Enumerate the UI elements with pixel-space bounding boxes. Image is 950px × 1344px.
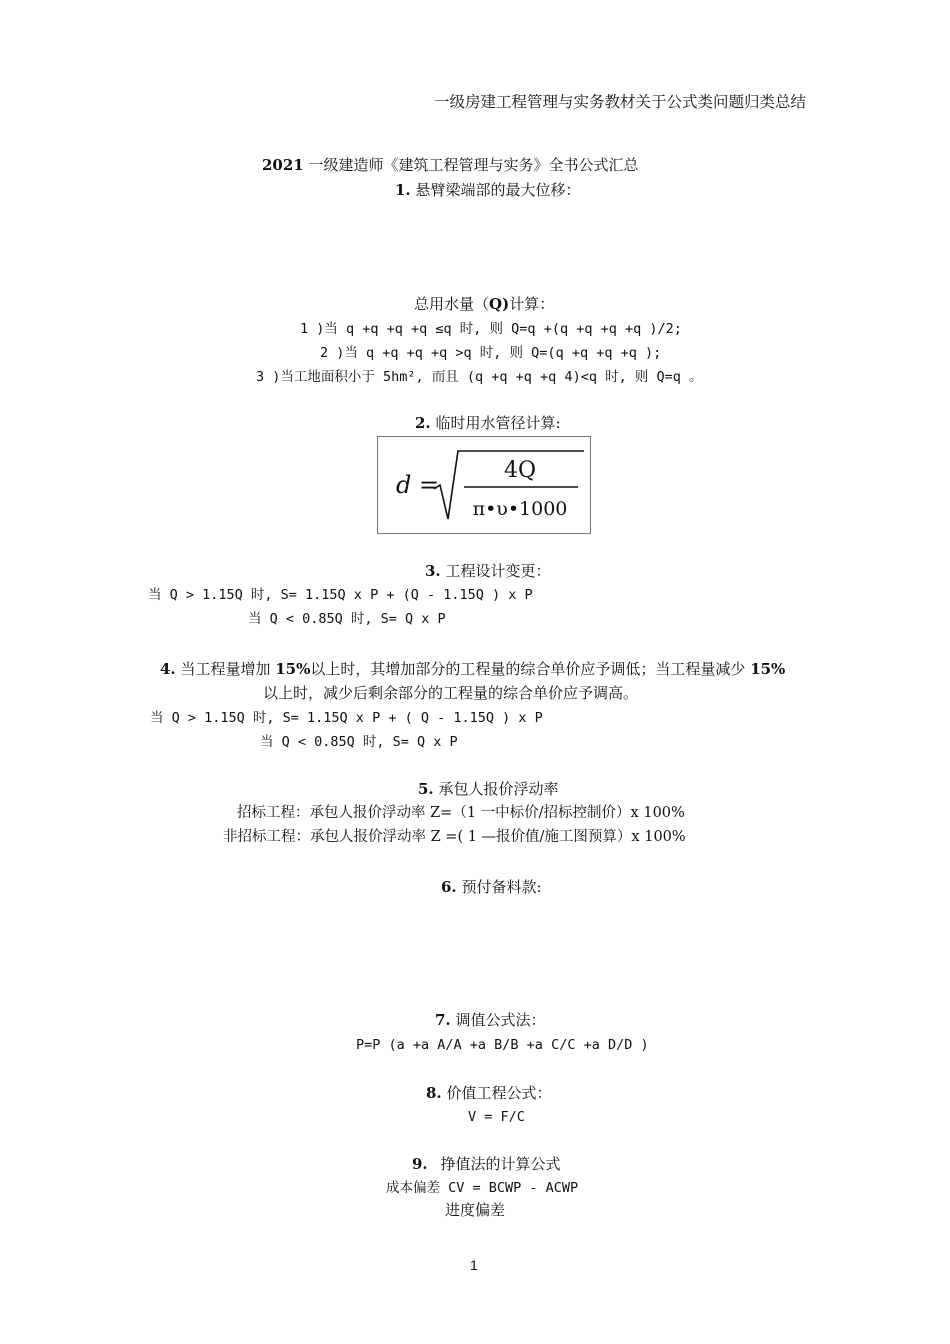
section-8-title: 价值工程公式： [446,1084,552,1102]
bid-float-rule-2: 非招标工程：承包人报价浮动率 Z =( 1 —报价值/施工图预算）x 100% [223,829,686,845]
section-3-title: 工程设计变更： [445,562,551,580]
formula-lhs: d = [396,471,440,499]
section-4-percent-1: 15% [275,660,311,678]
section-3-number: 3. [425,562,441,580]
cost-variance-formula: 成本偏差 CV = BCWP - ACWP [386,1180,579,1196]
section-5-number: 5. [418,780,434,798]
section-6-heading [441,878,542,896]
section-1-heading [395,181,580,199]
formula-denominator: π•υ•1000 [472,498,568,520]
section-4-text-2: 以上时，其增加部分的工程量的综合单价应予调低；当工程量减少 [310,660,746,678]
section-2-number: 2. [415,414,431,432]
section-2-heading [415,414,561,432]
water-heading-a: 总用水量（ [414,295,490,313]
section-7-heading [435,1011,545,1029]
section-4-number: 4. [160,660,176,678]
formula-graphic [378,437,590,533]
document-title [262,156,639,174]
section-6-title: 预付备料款: [461,878,542,896]
formula-numerator: 4Q [503,458,537,483]
section-4-paragraph-line-1 [160,660,785,678]
section-1-title: 悬臂梁端部的最大位移： [415,181,581,199]
change-rule-2: 当 Q < 0.85Q 时, S= Q x P [248,611,446,627]
title-text: 一级建造师《建筑工程管理与实务》全书公式汇总 [308,156,639,174]
section-7-number: 7. [435,1011,451,1029]
water-rule-2: 2 )当 q +q +q +q >q 时, 则 Q=(q +q +q +q ); [320,345,662,361]
section-9-heading [412,1155,560,1173]
section-9-title: 挣值法的计算公式 [440,1155,561,1173]
section-4-percent-2: 15% [750,660,786,678]
value-engineering-formula: V = F/C [468,1109,525,1125]
section-3-heading [425,562,550,580]
running-header: 一级房建工程管理与实务教材关于公式类问题归类总结 [434,93,807,111]
section-6-number: 6. [441,878,457,896]
bid-float-rule-1: 招标工程：承包人报价浮动率 Z=（1 一中标价/招标控制价）x 100% [237,805,685,821]
section-4-text-1: 当工程量增加 [180,660,271,678]
section-8-heading [426,1084,551,1102]
change-rule-1: 当 Q > 1.15Q 时, S= 1.15Q x P + (Q - 1.15Q ) x P [148,587,533,603]
quantity-rule-2: 当 Q < 0.85Q 时, S= Q x P [260,734,458,750]
price-adjust-formula: P=P (a +a A/A +a B/B +a C/C +a D/D ) [356,1037,649,1053]
schedule-variance-label: 进度偏差 [445,1201,506,1219]
water-rule-3: 3 )当工地面积小于 5hm², 而且 (q +q +q +q 4)<q 时, 则 Q=q 。 [256,369,703,385]
section-5-title: 承包人报价浮动率 [438,780,559,798]
water-heading-c: 计算： [509,295,555,313]
water-rule-1: 1 )当 q +q +q +q ≤q 时, 则 Q=q +(q +q +q +q )/2; [300,321,682,337]
pipe-diameter-formula [377,436,591,534]
section-9-number: 9. [412,1155,428,1173]
section-8-number: 8. [426,1084,442,1102]
section-2-title: 临时用水管径计算: [435,414,561,432]
section-7-title: 调值公式法： [455,1011,546,1029]
section-5-heading [418,780,558,798]
page-number: 1 [470,1257,478,1273]
title-year: 2021 [262,156,304,174]
water-heading-b: Q) [489,295,510,313]
quantity-rule-1: 当 Q > 1.15Q 时, S= 1.15Q x P + ( Q - 1.15Q ) x P [150,710,543,726]
section-1-number: 1. [395,181,411,199]
section-4-paragraph-line-2: 以上时，减少后剩余部分的工程量的综合单价应予调高。 [263,684,639,702]
water-heading [414,295,554,313]
